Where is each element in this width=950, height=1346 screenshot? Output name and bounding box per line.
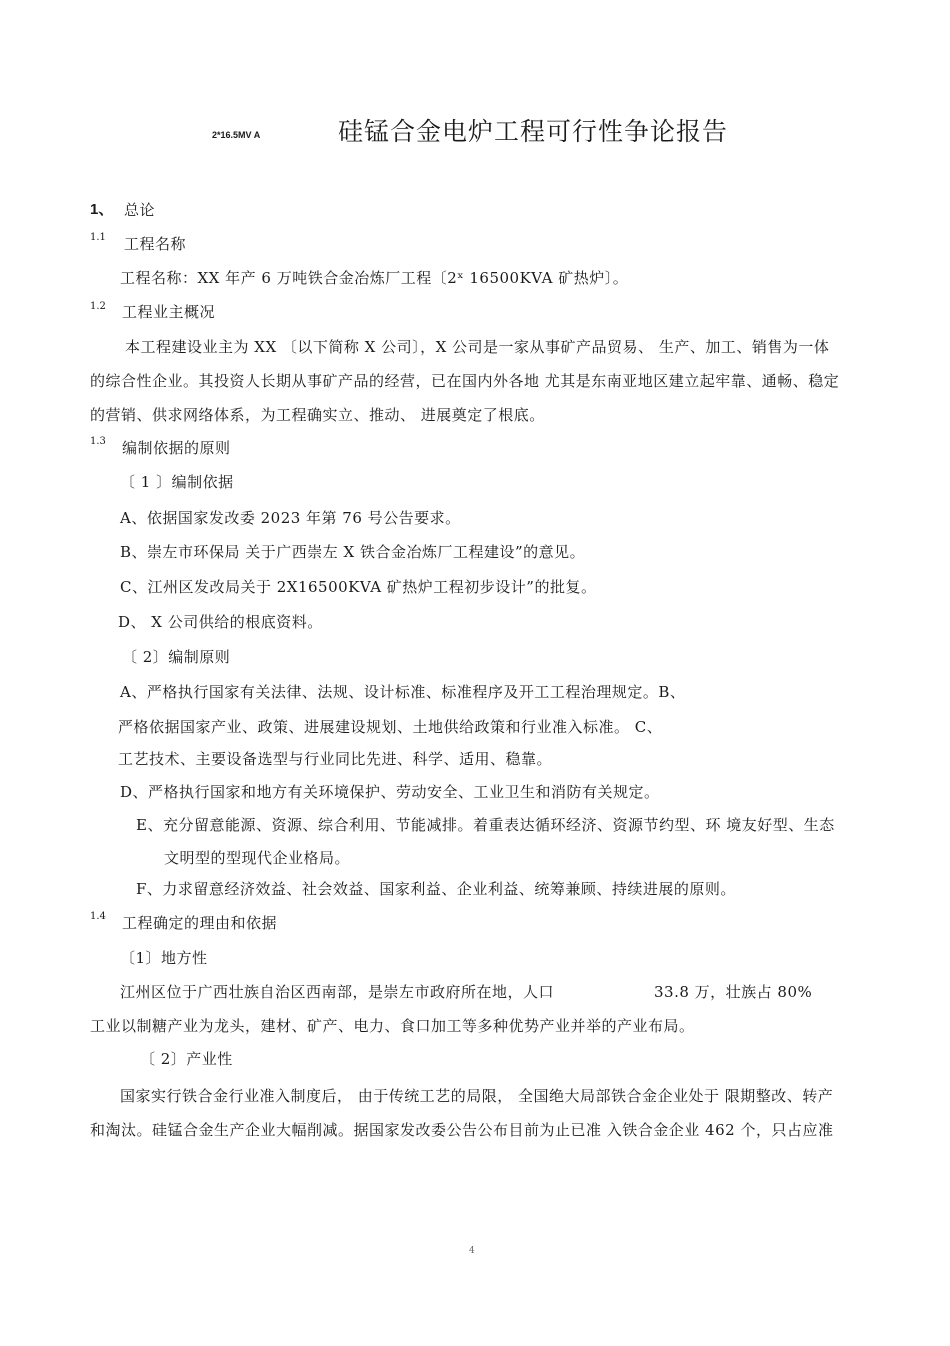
project-name-line: 工程名称：XX 年产 6 万吨铁合金冶炼厂工程〔2ˣ 16500KVA 矿热炉〕。 (120, 269, 629, 287)
local-subheading: 〔1〕地方性 (120, 949, 208, 967)
basis-item: D、 X 公司供给的根底资料。 (118, 613, 323, 631)
principle-subheading: 〔 2〕编制原则 (122, 648, 231, 666)
owner-paragraph-line: 的综合性企业。其投资人长期从事矿产品的经营，已在国内外各地 尤其是东南亚地区建立起牢靠、通畅、稳定 (90, 372, 840, 390)
doc-title: 硅锰合金电炉工程可行性争论报告 (338, 117, 729, 146)
basis-item: C、江州区发改局关于 2X16500KVA 矿热炉工程初步设计”的批复。 (120, 578, 597, 596)
section-1-number: 1、 (90, 201, 114, 218)
basis-subheading: 〔 1 〕编制依据 (120, 473, 234, 491)
industry-subheading: 〔 2〕产业性 (140, 1050, 233, 1068)
basis-item: B、崇左市环保局 关于广西崇左 X 铁合金冶炼厂工程建设”的意见。 (120, 543, 586, 561)
section-1-1-number: 1.1 (90, 232, 106, 243)
principle-item: 文明型的型现代企业格局。 (164, 849, 351, 867)
local-line-tail: 33.8 万，壮族占 80% (654, 983, 813, 1001)
local-line: 江州区位于广西壮族自治区西南部，是崇左市政府所在地，人口 (120, 983, 555, 1001)
basis-item: A、依据国家发改委 2023 年第 76 号公告要求。 (120, 509, 461, 527)
industry-line: 国家实行铁合金行业准入制度后， 由于传统工艺的局限， 全国绝大局部铁合金企业处于 限期整改、转产 (120, 1087, 834, 1105)
owner-paragraph-line: 的营销、供求网络体系，为工程确实立、推动、 进展奠定了根底。 (90, 406, 545, 424)
page-number: 4 (469, 1246, 475, 1256)
principle-item: 严格依据国家产业、政策、进展建设规划、土地供给政策和行业准入标准。 C、 (118, 718, 663, 736)
principle-item: E、充分留意能源、资源、综合利用、节能减排。着重表达循环经济、资源节约型、环 境友好型、生态 (136, 816, 835, 834)
industry-line: 和淘汰。硅锰合金生产企业大幅削减。据国家发改委公告公布目前为止已准 入铁合金企业 462 个，只占应准 (90, 1121, 834, 1139)
section-1-3-heading: 编制依据的原则 (122, 439, 231, 457)
local-line: 工业以制糖产业为龙头，建材、矿产、电力、食口加工等多种优势产业并举的产业布局。 (90, 1017, 695, 1035)
section-1-heading: 总论 (124, 201, 156, 219)
principle-item: A、严格执行国家有关法律、法规、设计标准、标准程序及开工工程治理规定。B、 (120, 683, 686, 701)
section-1-4-heading: 工程确定的理由和依据 (122, 914, 278, 932)
owner-paragraph-line: 本工程建设业主为 XX 〔以下简称 X 公司〕，X 公司是一家从事矿产品贸易、 生产、加工、销售为一体 (125, 338, 830, 356)
doc-subtitle: 2*16.5MV A (212, 130, 261, 140)
principle-item: 工艺技术、主要设备选型与行业同比先进、科学、适用、稳靠。 (118, 750, 553, 768)
section-1-2-number: 1.2 (90, 301, 106, 312)
section-1-3-number: 1.3 (90, 436, 106, 447)
section-1-4-number: 1.4 (90, 911, 106, 922)
principle-item: D、严格执行国家和地方有关环境保护、劳动安全、工业卫生和消防有关规定。 (120, 783, 660, 801)
section-1-2-heading: 工程业主概况 (122, 303, 216, 321)
principle-item: F、力求留意经济效益、社会效益、国家利益、企业利益、统筹兼顾、持续进展的原则。 (136, 880, 736, 898)
section-1-1-heading: 工程名称 (124, 235, 187, 253)
